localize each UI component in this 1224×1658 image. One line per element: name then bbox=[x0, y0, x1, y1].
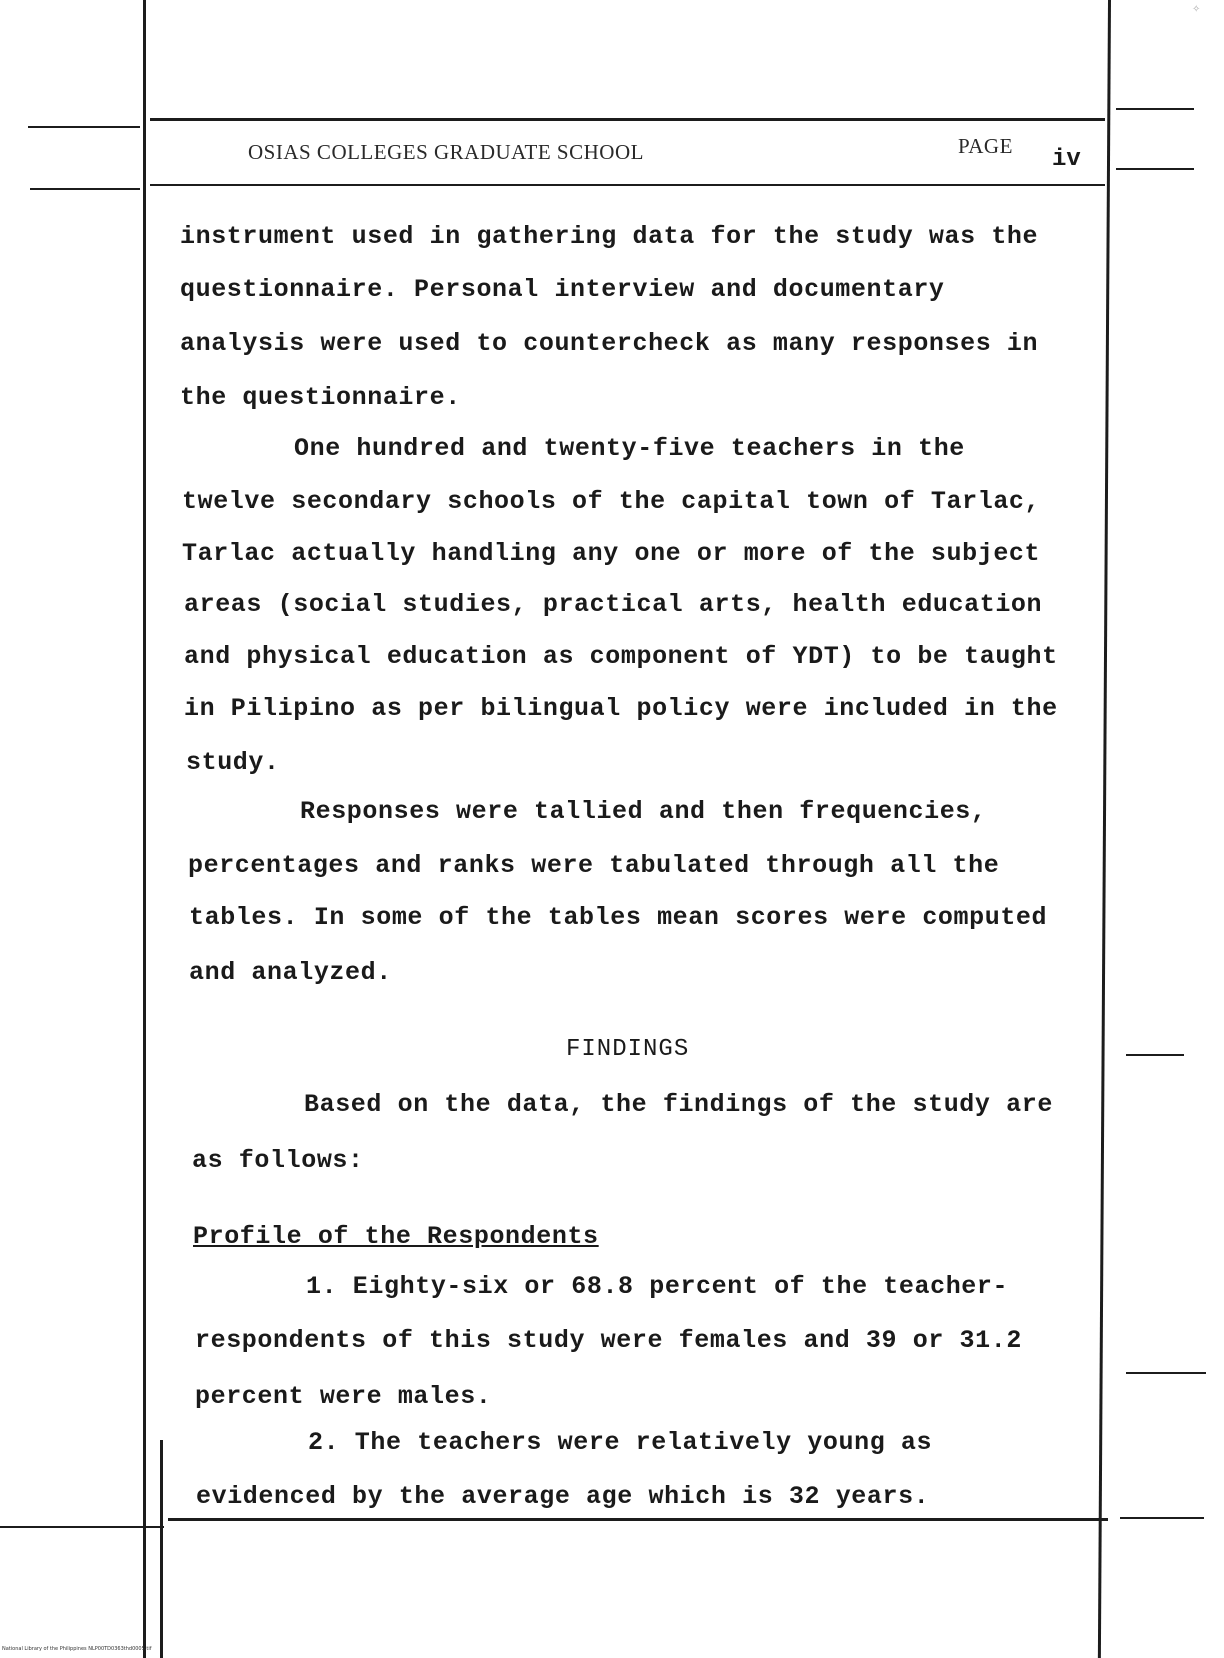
body-line: tables. In some of the tables mean scores were computed bbox=[189, 903, 1048, 932]
archive-footer-note: National Library of the Philippines NLP00TD0363thd0005.tif bbox=[2, 1646, 152, 1652]
page-number: iv bbox=[1052, 146, 1081, 173]
findings-intro-line: Based on the data, the findings of the study are bbox=[304, 1090, 1053, 1119]
scan-artifact: ✧ bbox=[1192, 4, 1201, 15]
body-line: and analyzed. bbox=[189, 958, 392, 987]
body-line: percentages and ranks were tabulated through all the bbox=[188, 851, 1000, 880]
body-line: Responses were tallied and then frequencies, bbox=[300, 797, 987, 826]
profile-right-tick bbox=[1126, 1372, 1206, 1374]
body-line: twelve secondary schools of the capital town of Tarlac, bbox=[182, 487, 1041, 516]
body-line: and physical education as component of YDT) to be taught bbox=[184, 642, 1058, 671]
header-right-tick-lower bbox=[1116, 168, 1194, 170]
body-line: areas (social studies, practical arts, health education bbox=[184, 590, 1043, 619]
body-line: analysis were used to countercheck as many responses in bbox=[180, 329, 1039, 358]
findings-heading: FINDINGS bbox=[566, 1036, 690, 1063]
body-line: Tarlac actually handling any one or more of the subject bbox=[182, 539, 1041, 568]
profile-subheading: Profile of the Respondents bbox=[193, 1222, 599, 1251]
body-line: One hundred and twenty-five teachers in the bbox=[294, 434, 965, 463]
header-left-tick bbox=[28, 126, 140, 128]
left-margin-rule bbox=[143, 0, 146, 1658]
header-top-rule bbox=[150, 118, 1105, 121]
finding-item-line: 2. The teachers were relatively young as bbox=[308, 1428, 933, 1457]
finding-item-line: respondents of this study were females and 39 or 31.2 bbox=[195, 1326, 1022, 1355]
header-bottom-rule bbox=[150, 184, 1105, 186]
left-margin-rule-lower bbox=[160, 1440, 163, 1658]
body-line: instrument used in gathering data for the study was the bbox=[180, 222, 1039, 251]
header-left-tick-lower bbox=[30, 188, 140, 190]
bottom-right-tick bbox=[1120, 1517, 1204, 1519]
page-label: PAGE bbox=[958, 134, 1013, 158]
body-line: study. bbox=[186, 748, 280, 777]
bottom-rule bbox=[168, 1518, 1108, 1521]
school-name-header: OSIAS COLLEGES GRADUATE SCHOOL bbox=[248, 140, 644, 164]
body-line: questionnaire. Personal interview and documentary bbox=[180, 275, 945, 304]
finding-item-line: 1. Eighty-six or 68.8 percent of the teacher- bbox=[306, 1272, 1009, 1301]
findings-intro-line: as follows: bbox=[192, 1146, 364, 1175]
right-margin-rule bbox=[1098, 0, 1111, 1658]
findings-right-tick bbox=[1126, 1054, 1184, 1056]
finding-item-line: percent were males. bbox=[195, 1382, 492, 1411]
header-right-tick bbox=[1116, 108, 1194, 110]
finding-item-line: evidenced by the average age which is 32 years. bbox=[196, 1482, 930, 1511]
body-line: the questionnaire. bbox=[180, 383, 461, 412]
bottom-left-tick bbox=[0, 1526, 164, 1528]
body-line: in Pilipino as per bilingual policy were included in the bbox=[184, 694, 1058, 723]
